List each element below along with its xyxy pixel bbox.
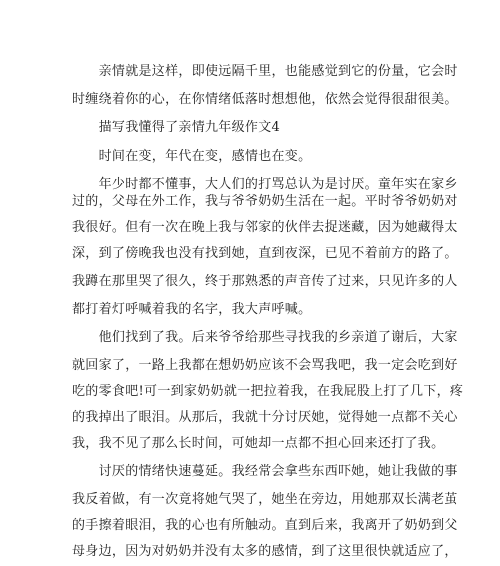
paragraph-line: 深，到了傍晚我也没有找到她，直到夜深，已见不着前方的路了。	[72, 246, 458, 261]
paragraph-line: 亲情就是这样，即使远隔千里，也能感觉到它的份量，它会时	[72, 64, 458, 79]
paragraph-line: 都打着灯呼喊着我的名字，我大声呼喊。	[72, 302, 312, 317]
paragraph-line: 就回家了，一路上我都在想奶奶应该不会骂我吧，我一定会吃到好	[72, 358, 458, 373]
paragraph-line: 我，我不见了那么长时间，可她却一点都不担心回来还打了我。	[72, 436, 445, 451]
paragraph-line: 讨厌的情绪快速蔓延。我经常会拿些东西吓她，她让我做的事	[72, 464, 458, 479]
paragraph-line: 的手擦着眼泪，我的心也有所触动。直到后来，我离开了奶奶到父	[72, 518, 458, 533]
paragraph-line: 吃的零食吧!可一到家奶奶就一把拉着我，在我屁股上打了几下，疼	[72, 384, 464, 399]
paragraph-line: 我反着做，有一次竟将她气哭了，她坐在旁边，用她那双长满老茧	[72, 492, 458, 507]
paragraph-line: 我很好。但有一次在晚上我与邻家的伙伴去捉迷藏，因为她藏得太	[72, 220, 458, 235]
paragraph-line: 我蹲在那里哭了很久，终于那熟悉的声音传了过来，只见许多的人	[72, 274, 458, 289]
section-heading: 描写我懂得了亲情九年级作文4	[72, 120, 281, 135]
paragraph-line: 母身边，因为对奶奶并没有太多的感情，到了这里很快就适应了，	[72, 544, 458, 559]
paragraph-line: 他们找到了我。后来爷爷给那些寻找我的乡亲道了谢后，大家	[72, 330, 458, 345]
paragraph-line: 的我掉出了眼泪。从那后，我就十分讨厌她，觉得她一点都不关心	[72, 410, 458, 425]
paragraph-line: 过的，父母在外工作，我与爷爷奶奶生活在一起。平时爷爷奶奶对	[72, 194, 458, 209]
paragraph-line: 时间在变，年代在变，感情也在变。	[72, 149, 312, 164]
paragraph-line: 年少时都不懂事，大人们的打骂总认为是讨厌。童年实在家乡	[72, 177, 458, 192]
paragraph-line: 时缠绕着你的心，在你情绪低落时想想他，依然会觉得很甜很美。	[72, 92, 458, 107]
